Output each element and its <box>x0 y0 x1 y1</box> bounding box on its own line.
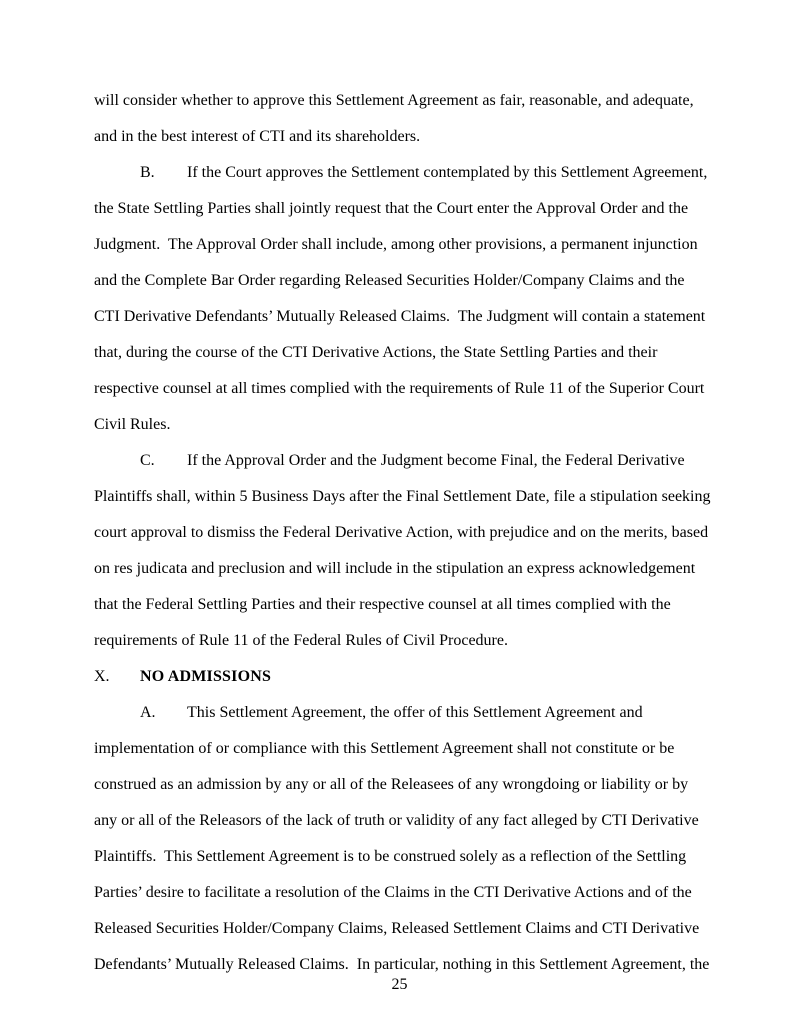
paragraph-text: This Settlement Agreement, the offer of this Settlement Agreement and implementation of or compliance with this Settlement Agreement shall not constitute or be construed as an admission by any or all of the Releasees of any wrongdoing or liability or by any or all of the Releasors of the lack of truth or validity of any fact alleged by CTI Derivative Plaintiffs. This Settlement Agreement is to be construed solely as a reflection of the Settling Parties’ desire to facilitate a resolution of the Claims in the CTI Derivative Actions and of the Released Securities Holder/Company Claims, Released Settlement Claims and CTI Derivative Defendants’ Mutually Released Claims. In particular, nothing in this Settlement Agreement, the <box>94 704 710 973</box>
section-number: X. <box>94 668 110 685</box>
page-number: 25 <box>391 976 408 993</box>
paragraph-letter: B. <box>140 164 155 181</box>
section-title: NO ADMISSIONS <box>140 668 272 685</box>
paragraph-section-a <box>94 695 714 983</box>
page-footer <box>0 976 799 994</box>
paragraph-section-c <box>94 443 714 659</box>
section-heading <box>94 659 714 695</box>
paragraph-continuation: will consider whether to approve this Settlement Agreement as fair, reasonable, and adequate, and in the best interest of CTI and its shareholders. <box>94 92 698 145</box>
paragraph-text: If the Court approves the Settlement contemplated by this Settlement Agreement, the State Settling Parties shall jointly request that the Court enter the Approval Order and the Judgment. The Approval Order shall include, among other provisions, a permanent injunction and the Complete Bar Order regarding Released Securities Holder/Company Claims and the CTI Derivative Defendants’ Mutually Released Claims. The Judgment will contain a statement that, during the course of the CTI Derivative Actions, the State Settling Parties and their respective counsel at all times complied with the requirements of Rule 11 of the Superior Court Civil Rules. <box>94 164 712 433</box>
paragraph-letter: A. <box>140 704 156 721</box>
paragraph-letter: C. <box>140 452 155 469</box>
paragraph-text: If the Approval Order and the Judgment become Final, the Federal Derivative Plaintiffs shall, within 5 Business Days after the Final Settlement Date, file a stipulation seeking court approval to dismiss the Federal Derivative Action, with prejudice and on the merits, based on res judicata and preclusion and will include in the stipulation an express acknowledgement that the Federal Settling Parties and their respective counsel at all times complied with the requirements of Rule 11 of the Federal Rules of Civil Procedure. <box>94 452 715 649</box>
paragraph-section-b <box>94 155 714 443</box>
